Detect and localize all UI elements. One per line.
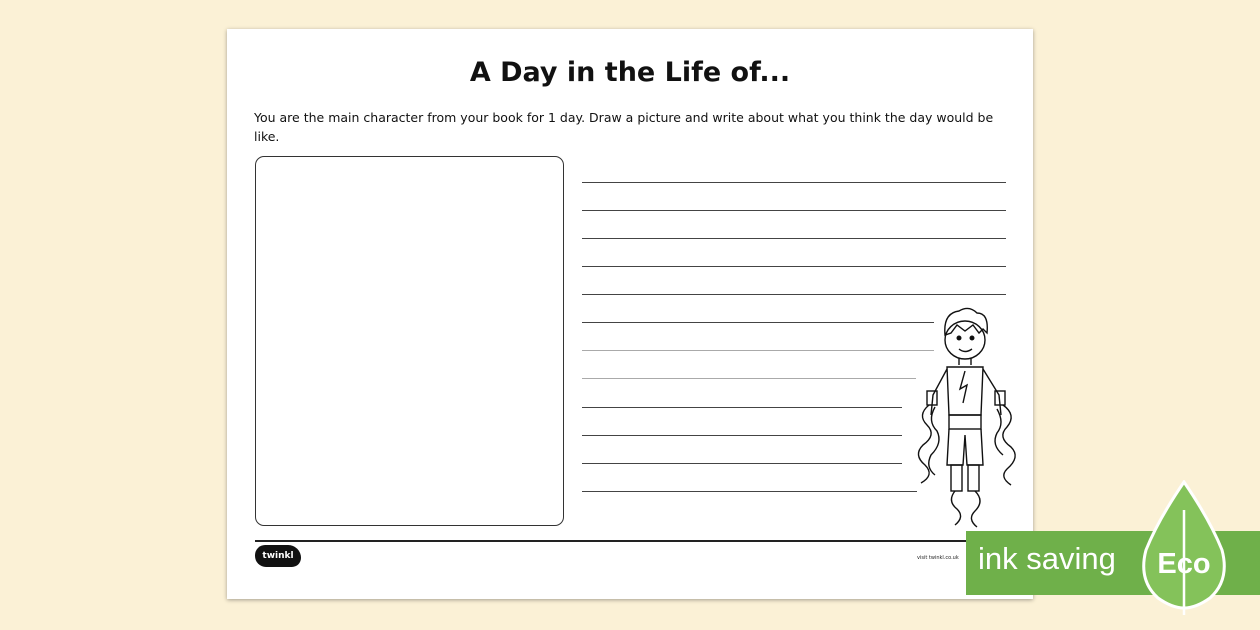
leaf-icon xyxy=(1138,480,1230,615)
ink-saving-label: ink saving xyxy=(978,541,1116,576)
worksheet-page xyxy=(227,29,1033,599)
eco-label: Eco xyxy=(1157,548,1211,580)
writing-line xyxy=(582,322,934,323)
writing-line xyxy=(582,266,1006,267)
boy-superhero-illustration-icon xyxy=(907,305,1027,530)
writing-line xyxy=(582,407,902,408)
writing-line xyxy=(582,435,902,436)
writing-line xyxy=(582,238,1006,239)
writing-line xyxy=(582,463,902,464)
twinkl-logo: twinkl xyxy=(255,545,301,567)
writing-line xyxy=(582,491,917,492)
worksheet-instructions: You are the main character from your book for 1 day. Draw a picture and write about what you think the day would be like. xyxy=(254,110,994,144)
drawing-box xyxy=(255,156,564,526)
writing-line xyxy=(582,350,934,351)
footer-url: visit twinkl.co.uk xyxy=(917,555,959,561)
writing-line xyxy=(582,294,1006,295)
writing-line xyxy=(582,182,1006,183)
worksheet-title: A Day in the Life of... xyxy=(469,57,791,88)
writing-line xyxy=(582,378,916,379)
writing-line xyxy=(582,210,1006,211)
footer-rule xyxy=(255,540,1007,542)
